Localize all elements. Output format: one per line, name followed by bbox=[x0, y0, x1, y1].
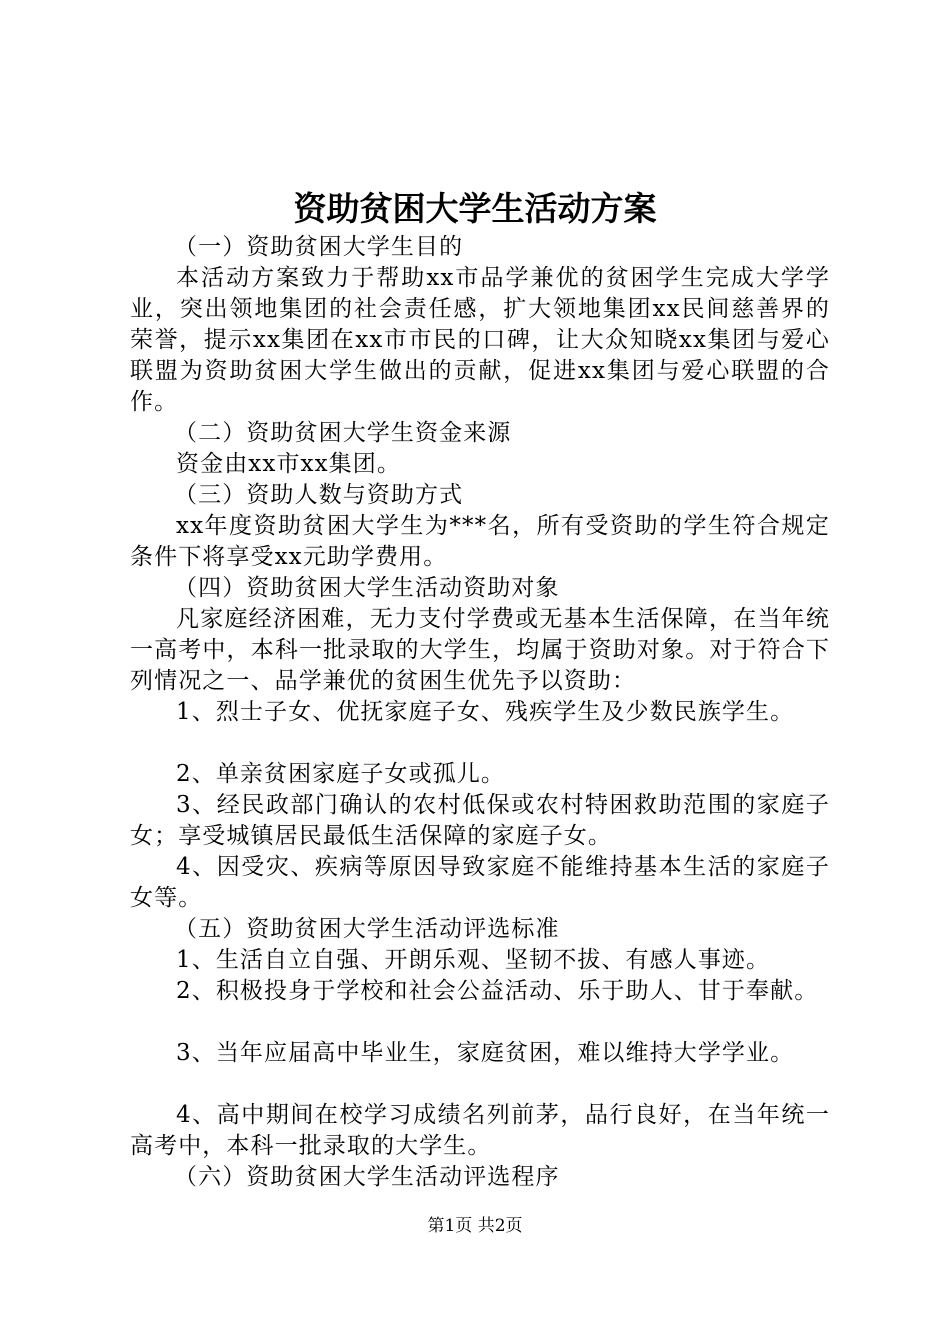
section-5-item-3: 3、当年应届高中毕业生，家庭贫困，难以维持大学学业。 bbox=[176, 1040, 795, 1066]
document-body bbox=[130, 232, 830, 1193]
section-5-heading: （五）资助贫困大学生活动评选标准 bbox=[174, 916, 560, 942]
section-6-heading: （六）资助贫困大学生活动评选程序 bbox=[174, 1164, 560, 1190]
document-title: 资助贫困大学生活动方案 bbox=[293, 189, 657, 228]
section-3-paragraph: xx年度资助贫困大学生为***名，所有受资助的学生符合规定条件下将享受xx元助学费用。 bbox=[130, 513, 830, 570]
page-footer: 第1页 共2页 bbox=[427, 1216, 523, 1236]
section-2-paragraph: 资金由xx市xx集团。 bbox=[176, 451, 401, 477]
section-4-heading: （四）资助贫困大学生活动资助对象 bbox=[174, 575, 560, 601]
section-5-item-4: 4、高中期间在校学习成绩名列前茅，品行良好，在当年统一高考中，本科一批录取的大学生。 bbox=[130, 1102, 830, 1159]
section-5-item-1: 1、生活自立自强、开朗乐观、坚韧不拔、有感人事迹。 bbox=[176, 947, 771, 973]
paragraph-gap bbox=[130, 728, 830, 759]
section-2-heading: （二）资助贫困大学生资金来源 bbox=[174, 420, 512, 446]
section-1-paragraph: 本活动方案致力于帮助xx市品学兼优的贫困学生完成大学学业，突出领地集团的社会责任感，扩大领地集团xx民间慈善界的荣誉，提示xx集团在xx市市民的口碑，让大众知晓xx集团与爱心联盟为资助贫困大学生做出的贡献，促进xx集团与爱心联盟的合作。 bbox=[130, 265, 830, 415]
section-3-heading: （三）资助人数与资助方式 bbox=[174, 482, 464, 508]
section-4-paragraph: 凡家庭经济困难，无力支付学费或无基本生活保障，在当年统一高考中，本科一批录取的大学生，均属于资助对象。对于符合下列情况之一、品学兼优的贫困生优先予以资助： bbox=[130, 606, 830, 694]
section-5-item-2: 2、积极投身于学校和社会公益活动、乐于助人、甘于奉献。 bbox=[176, 978, 819, 1004]
paragraph-gap bbox=[130, 1069, 830, 1100]
section-4-item-4: 4、因受灾、疾病等原因导致家庭不能维持基本生活的家庭子女等。 bbox=[130, 854, 830, 911]
section-4-item-3: 3、经民政部门确认的农村低保或农村特困救助范围的家庭子女；享受城镇居民最低生活保障的家庭子女。 bbox=[130, 792, 830, 849]
section-4-item-2: 2、单亲贫困家庭子女或孤儿。 bbox=[176, 761, 506, 787]
paragraph-gap bbox=[130, 1007, 830, 1038]
section-1-heading: （一）资助贫困大学生目的 bbox=[174, 234, 464, 260]
section-4-item-1: 1、烈士子女、优抚家庭子女、残疾学生及少数民族学生。 bbox=[176, 699, 795, 725]
